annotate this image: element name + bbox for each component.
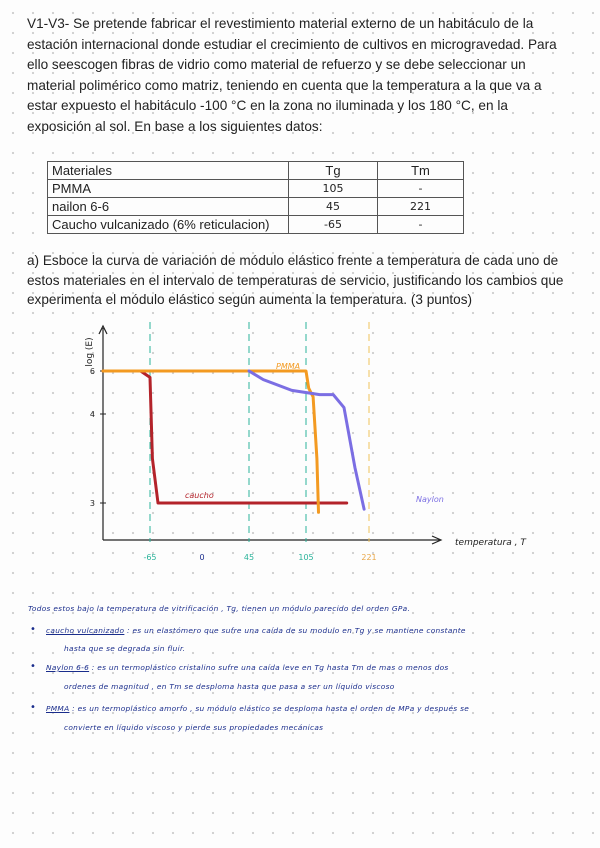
cell-tg: 45 — [289, 198, 378, 216]
y-tick-label: 6 — [89, 367, 95, 376]
cell-tg: -65 — [289, 216, 378, 234]
note-pmma-text: : es un termoplástico amorfo , su módulo elástico se desploma hasta el orden de MPa y después se — [72, 704, 470, 713]
x-tick-label: -65 — [143, 553, 157, 562]
x-tick-label: 105 — [298, 553, 314, 562]
table-header-row — [48, 162, 464, 180]
note-caucho-text: : es un elastómero que sufre una caída de su modulo en Tg y se mantiene constante — [127, 626, 466, 635]
note-pmma-cont: convierte en líquido viscoso y pierde sus propiedades mecánicas — [64, 723, 324, 732]
x-tick-label: 221 — [361, 553, 377, 562]
table-row — [48, 216, 464, 234]
header-tg: Tg — [289, 162, 378, 180]
note-pmma — [46, 704, 469, 713]
x-tick-label: 0 — [199, 553, 205, 562]
note-naylon-label: Naylon 6-6 — [46, 663, 90, 672]
modulus-temperature-chart — [0, 310, 600, 570]
header-materiales: Materiales — [48, 162, 289, 180]
y-tick-label: 4 — [89, 410, 95, 419]
x-tick-label: 45 — [243, 553, 255, 562]
series-label-pmma: PMMA — [276, 362, 301, 371]
bullet-dot: • — [30, 624, 36, 635]
cell-tm: 221 — [378, 198, 464, 216]
x-axis-label: temperatura , T — [455, 538, 526, 548]
problem-statement: V1-V3- Se pretende fabricar el revestimiento material externo de un habitáculo de la estación internacional donde estudiar el crecimiento de cultivos en microgravedad. Para ello seescogen fibras de vidrio como material de refuerzo y se debe seleccionar un material polimérico como matriz, teniendo en cuenta que la temperatura a la que va a estar expuesto el habitáculo -100 °C en la zona no iluminada y los 180 °C, en la exposición al sol. En base a los siguientes datos: — [27, 16, 557, 134]
note-caucho — [46, 626, 466, 635]
cell-material: Caucho vulcanizado (6% reticulacion) — [48, 216, 289, 234]
cell-tg: 105 — [289, 180, 378, 198]
table-row — [48, 198, 464, 216]
notes-intro: Todos estos bajo la temperatura de vitrificación , Tg, tienen un módulo parecido del orden GPa. — [28, 604, 411, 613]
question-a: a) Esboce la curva de variación de módulo elástico frente a temperatura de cada uno de estos materiales en el intervalo de temperaturas de servicio, justificando los cambios que experimenta el módulo elástico según aumenta la temperatura. (3 puntos) — [27, 253, 564, 307]
header-tm: Tm — [378, 162, 464, 180]
series-label-naylon: Naylon — [416, 495, 444, 504]
series-curves — [103, 371, 364, 512]
cell-material: PMMA — [48, 180, 289, 198]
table-row — [48, 180, 464, 198]
reference-lines — [150, 322, 369, 542]
bullet-dot: • — [30, 661, 36, 672]
cell-tm: - — [378, 180, 464, 198]
note-naylon-cont: ordenes de magnitud , en Tm se desploma hasta que pasa a ser un líquido viscoso — [64, 682, 395, 691]
note-caucho-cont: hasta que se degrada sin fluir. — [64, 644, 186, 653]
series-naylon-curve — [249, 371, 364, 509]
cell-tm: - — [378, 216, 464, 234]
note-naylon — [46, 663, 449, 672]
y-axis-label: log (E) — [85, 337, 95, 367]
cell-material: nailon 6-6 — [48, 198, 289, 216]
materials-table — [47, 161, 464, 234]
bullet-dot: • — [30, 702, 36, 713]
y-tick-label: 3 — [89, 499, 95, 508]
note-naylon-text: : es un termoplástico cristalino sufre una caída leve en Tg hasta Tm de mas o menos dos — [91, 663, 449, 672]
note-caucho-label: caucho vulcanizado — [46, 626, 125, 635]
x-ticks — [143, 553, 376, 562]
note-pmma-label: PMMA — [46, 704, 70, 713]
series-label-caucho: caucho — [185, 491, 214, 500]
